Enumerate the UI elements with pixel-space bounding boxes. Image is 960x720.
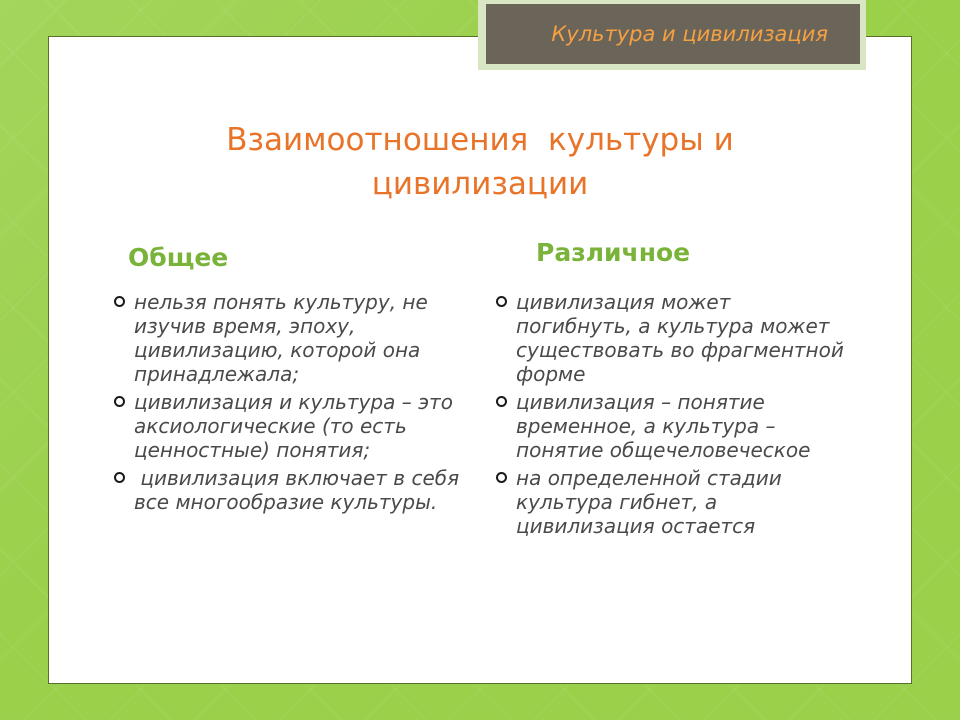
header-tab <box>478 0 866 70</box>
slide-title-line1: Взаимоотношения культуры и <box>226 122 734 158</box>
list-item-text: цивилизация может погибнуть, а культура может существовать во фрагментной форме <box>516 290 844 386</box>
list-item <box>496 290 846 386</box>
list-item-text: нельзя понять культуру, не изучив время, эпоху, цивилизацию, которой она принадлежала; <box>134 290 428 386</box>
circle-bullet-icon <box>114 472 125 483</box>
circle-bullet-icon <box>114 396 125 407</box>
list-item-text: на определенной стадии культура гибнет, а цивилизация остается <box>516 466 782 538</box>
header-tab-inner <box>486 4 860 64</box>
list-item <box>496 466 846 538</box>
list-common <box>114 290 464 518</box>
list-item-text: цивилизация и культура – это аксиологические (то есть ценностные) понятия; <box>134 390 453 462</box>
circle-bullet-icon <box>496 472 507 483</box>
circle-bullet-icon <box>114 296 125 307</box>
heading-common: Общее <box>128 243 229 272</box>
list-item <box>114 290 464 386</box>
list-item-text: цивилизация включает в себя все многообразие культуры. <box>134 466 466 514</box>
list-item-text: цивилизация – понятие временное, а культура – понятие общечеловеческое <box>516 390 811 462</box>
header-tab-text: Культура и цивилизация <box>551 22 828 46</box>
slide-title <box>140 118 820 206</box>
circle-bullet-icon <box>496 396 507 407</box>
list-item <box>114 466 464 514</box>
list-item <box>114 390 464 462</box>
circle-bullet-icon <box>496 296 507 307</box>
list-item <box>496 390 846 462</box>
heading-different: Различное <box>536 238 691 267</box>
slide-title-line2: цивилизации <box>371 166 589 202</box>
list-different <box>496 290 846 542</box>
